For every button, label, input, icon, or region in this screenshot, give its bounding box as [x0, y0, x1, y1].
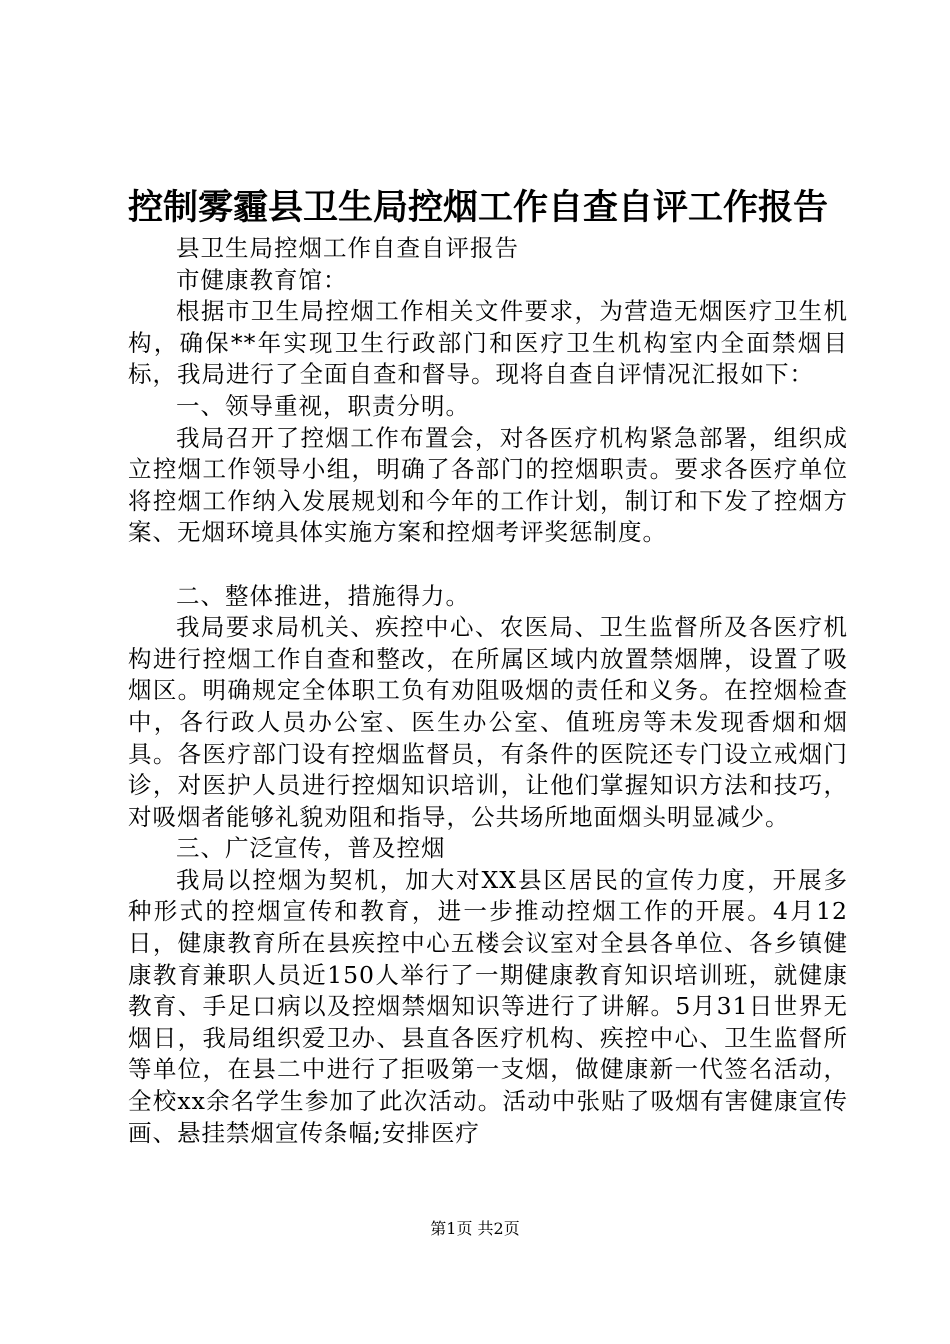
section-paragraph-3: 我局以控烟为契机，加大对XX县区居民的宣传力度，开展多种形式的控烟宣传和教育，进一步推动控烟工作的开展。4月12日，健康教育所在县疾控中心五楼会议室对全县各单位、各乡镇健康教育兼职人员近150人举行了一期健康教育知识培训班，就健康教育、手足口病以及控烟禁烟知识等进行了讲解。5月31日世界无烟日，我局组织爱卫办、县直各医疗机构、疾控中心、卫生监督所等单位，在县二中进行了拒吸第一支烟，做健康新一代签名活动，全校xx余名学生参加了此次活动。活动中张贴了吸烟有害健康宣传画、悬挂禁烟宣传条幅;安排医疗 — [128, 865, 848, 1147]
intro-paragraph: 根据市卫生局控烟工作相关文件要求，为营造无烟医疗卫生机构，确保**年实现卫生行政部门和医疗卫生机构室内全面禁烟目标，我局进行了全面自查和督导。现将自查自评情况汇报如下： — [128, 297, 848, 389]
paragraph-gap — [128, 549, 848, 581]
section-heading-3: 三、广泛宣传，普及控烟 — [176, 834, 446, 863]
section-heading-2: 二、整体推进，措施得力。 — [176, 581, 470, 610]
section-paragraph-1: 我局召开了控烟工作布置会，对各医疗机构紧急部署，组织成立控烟工作领导小组，明确了各部门的控烟职责。要求各医疗单位将控烟工作纳入发展规划和今年的工作计划，制订和下发了控烟方案、无烟环境具体实施方案和控烟考评奖惩制度。 — [128, 423, 848, 547]
section-heading-1: 一、领导重视，职责分明。 — [176, 391, 470, 420]
salutation: 市健康教育馆： — [176, 265, 348, 294]
section-paragraph-2: 我局要求局机关、疾控中心、农医局、卫生监督所及各医疗机构进行控烟工作自查和整改，在所属区域内放置禁烟牌，设置了吸烟区。明确规定全体职工负有劝阻吸烟的责任和义务。在控烟检查中，各行政人员办公室、医生办公室、值班房等未发现香烟和烟具。各医疗部门设有控烟监督员，有条件的医院还专门设立戒烟门诊，对医护人员进行控烟知识培训，让他们掌握知识方法和技巧，对吸烟者能够礼貌劝阻和指导，公共场所地面烟头明显减少。 — [128, 613, 848, 831]
document-title: 控制雾霾县卫生局控烟工作自查自评工作报告 — [128, 187, 829, 228]
page-footer: 第1页 共2页 — [430, 1219, 520, 1238]
document-body — [128, 233, 848, 1149]
report-subtitle: 县卫生局控烟工作自查自评报告 — [176, 234, 519, 262]
